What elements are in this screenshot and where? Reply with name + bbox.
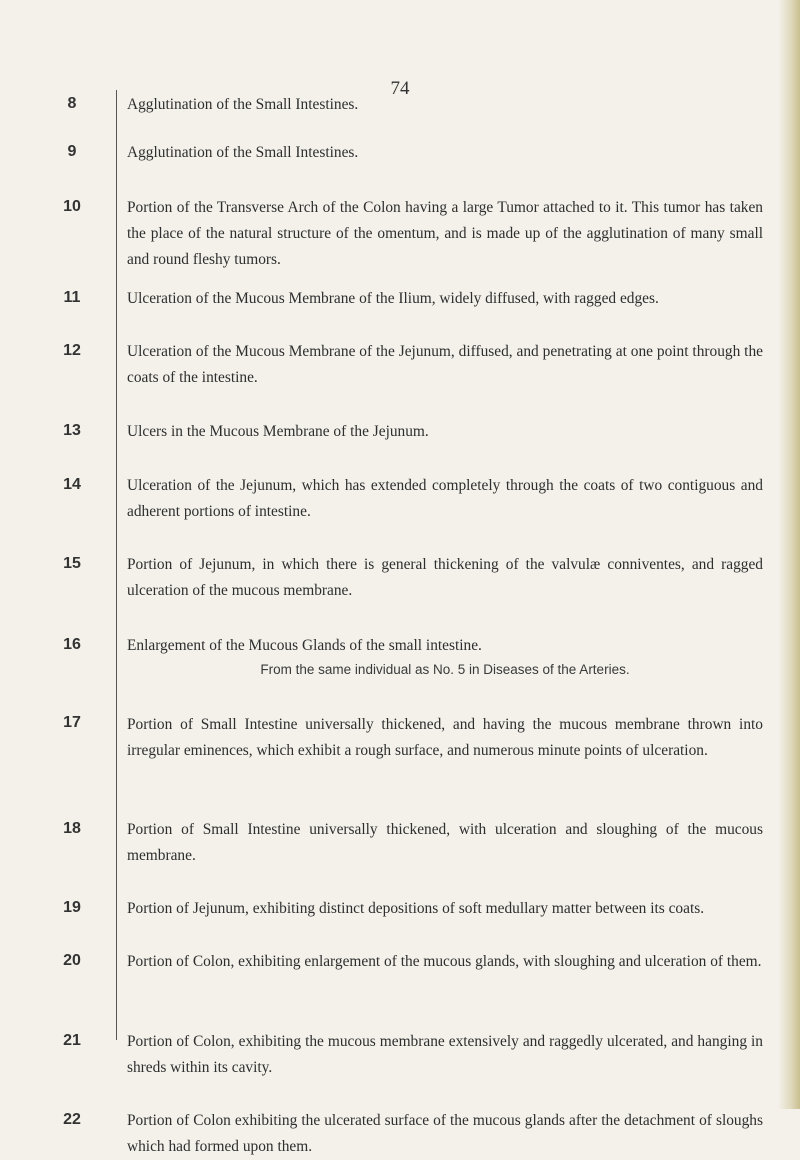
entry-description: Agglutination of the Small Intestines. [127, 96, 359, 113]
entry-description: Ulceration of the Mucous Membrane of the Ilium, widely diffused, with ragged edges. [127, 290, 659, 307]
entry-number: 17 [63, 714, 81, 731]
entry-description: Ulceration of the Jejunum, which has extended completely through the coats of two contiguous and adherent portions of intestine. [127, 477, 763, 520]
entry-description: Ulcers in the Mucous Membrane of the Jejunum. [127, 423, 429, 440]
entry-description: Agglutination of the Small Intestines. [127, 144, 359, 161]
entry-number: 21 [63, 1032, 81, 1049]
entry-description: Portion of Jejunum, in which there is general thickening of the valvulæ conniventes, and ragged ulceration of the mucous membrane. [127, 556, 763, 599]
entry-number: 8 [67, 95, 77, 112]
entry-number: 19 [63, 899, 81, 916]
entry-number: 9 [67, 143, 77, 160]
page-number: 74 [390, 78, 410, 99]
entry-number: 15 [63, 555, 81, 572]
entry-description: Portion of Colon exhibiting the ulcerated surface of the mucous glands after the detachment of sloughs which had formed upon them. [127, 1112, 763, 1155]
entry-number: 20 [63, 952, 81, 969]
entry-description: Portion of Colon, exhibiting enlargement of the mucous glands, with sloughing and ulceration of them. [127, 953, 762, 970]
entry-description: Portion of Small Intestine universally thickened, and having the mucous membrane thrown into irregular eminences, which exhibit a rough surface, and numerous minute points of ulceration. [127, 716, 763, 759]
entry-number: 10 [63, 198, 81, 215]
page-edge-shadow [778, 0, 800, 1109]
entry-description: Enlargement of the Mucous Glands of the small intestine. [127, 637, 482, 654]
entry-description: Portion of Small Intestine universally thickened, with ulceration and sloughing of the mucous membrane. [127, 821, 763, 864]
column-divider [116, 90, 117, 1040]
entry-number: 14 [63, 476, 81, 493]
entry-number: 12 [63, 342, 81, 359]
entry-description: Portion of Colon, exhibiting the mucous membrane extensively and raggedly ulcerated, and hanging in shreds within its cavity. [127, 1033, 763, 1076]
entry-number: 16 [63, 636, 81, 653]
entry-description: Portion of the Transverse Arch of the Colon having a large Tumor attached to it. This tumor has taken the place of the natural structure of the omentum, and is made up of the agglutination of many small and round fleshy tumors. [127, 199, 763, 268]
entry-number: 22 [63, 1111, 81, 1128]
entry-description: Ulceration of the Mucous Membrane of the Jejunum, diffused, and penetrating at one point through the coats of the intestine. [127, 343, 763, 386]
entry-number: 13 [63, 422, 81, 439]
entry-description: Portion of Jejunum, exhibiting distinct depositions of soft medullary matter between its coats. [127, 900, 705, 917]
cross-reference-note: From the same individual as No. 5 in Diseases of the Arteries. [260, 662, 630, 677]
entry-number: 11 [63, 289, 81, 306]
entry-number: 18 [63, 820, 81, 837]
